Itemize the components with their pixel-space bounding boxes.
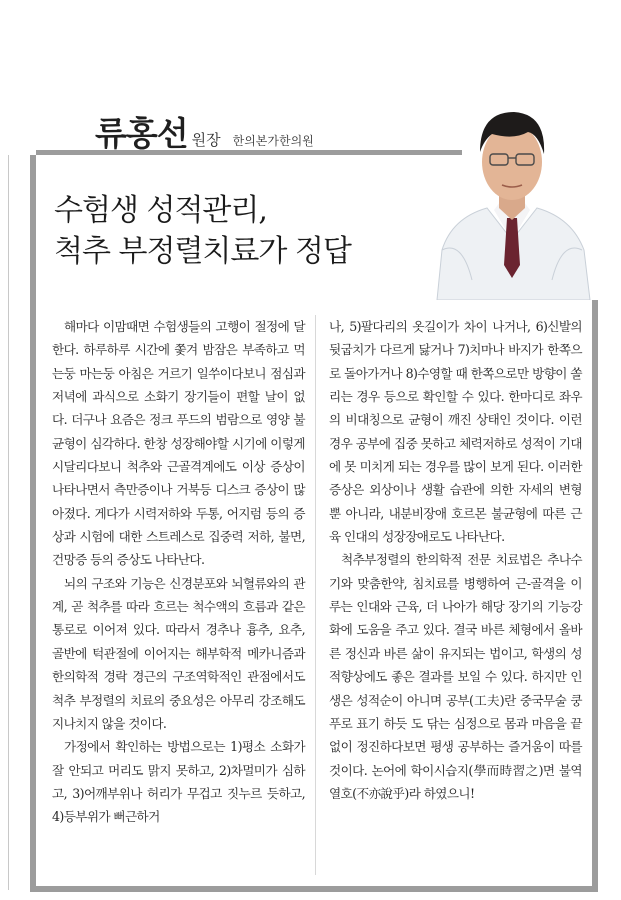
article-column-right [329, 315, 582, 805]
author-name: 류홍선 [95, 114, 188, 153]
author-role: 원장 [191, 131, 221, 149]
right-frame-bar [592, 300, 598, 892]
author-portrait [432, 90, 592, 300]
headline-line-2: 척추 부정렬치료가 정답 [54, 234, 351, 269]
headline-line-1: 수험생 성적관리, [54, 193, 267, 228]
paragraph: 가정에서 확인하는 방법으로는 1)평소 소화가 잘 안되고 머리도 맑지 못하고, 2)차멀미가 심하고, 3)어깨부위나 허리가 무겁고 짓누르 듯하고, 4)등부위가 뻐근하거 [52, 739, 305, 825]
left-frame-bar [30, 155, 36, 890]
paragraph: 해마다 이맘때면 수험생들의 고행이 절정에 달한다. 하루하루 시간에 쫓겨 밤잠은 부족하고 먹는둥 마는둥 아침은 거르기 일쑤이다보니 점심과 저녁에 과식으로 소화기 장기들이 편할 날이 없다. 더구나 요즘은 정크 푸드의 범람으로 영양 불균형이 심각하다. 한창 성장해야할 시기에 이렇게 시달리다보니 척추와 근골격계에도 이상 증상이 나타나면서 측만증이나 거북등 디스크 증상이 많아졌다. 게다가 시력저하와 두통, 어지럼 등의 증상과 시험에 대한 스트레스로 집중력 저하, 불면, 건망증 등의 증상도 나타난다. [52, 319, 305, 568]
author-byline [95, 108, 314, 153]
author-organization: 한의본가한의원 [232, 134, 314, 148]
left-edge-line [8, 155, 9, 890]
paragraph: 척추부정렬의 한의학적 전문 치료법은 추나수기와 맞춤한약, 침치료를 병행하여 근-골격을 이루는 인대와 근육, 더 나아가 해당 장기의 기능강화에 도움을 주고 있다. 결국 바른 체형에서 올바른 정신과 바른 삶이 유지되는 법이고, 학생의 성적향상에도 좋은 결과를 보일 수 있다. 하지만 인생은 성적순이 아니며 공부(工夫)란 중국무술 쿵푸로 표기 하듯 도 닦는 심정으로 몸과 마음을 끝없이 정진하다보면 평생 공부하는 즐거움이 따를 것이다. 논어에 학이시습지(學而時習之)면 불역열호(不亦說乎)라 하였으니! [329, 552, 582, 801]
column-divider [315, 315, 316, 875]
bottom-frame-bar [30, 886, 598, 892]
article-column-left [52, 315, 305, 829]
paragraph: 뇌의 구조와 기능은 신경분포와 뇌혈류와의 관계, 곧 척추를 따라 흐르는 척수액의 흐름과 같은 통로로 이어져 있다. 따라서 경추나 흉추, 요추, 골반에 턱관절에 이어지는 해부학적 메카니즘과 한의학적 경락 경근의 구조역학적인 관점에서도 척추 부정렬의 치료의 중요성은 아무리 강조해도 지나치지 않을 것이다. [52, 575, 305, 731]
article-headline [54, 190, 434, 272]
paragraph-continuation: 나, 5)팔다리의 옷길이가 차이 나거나, 6)신발의 뒷굽치가 다르게 닳거나 7)치마나 바지가 한쪽으로 돌아가거나 8)수영할 때 한쪽으로만 방향이 쏠리는 경우 등으로 확인할 수 있다. 한마디로 좌우의 비대칭으로 균형이 깨진 상태인 것이다. 이런 경우 공부에 집중 못하고 체력저하로 성적이 기대에 못 미치게 되는 경우를 많이 보게 된다. 이러한 증상은 외상이나 생활 습관에 의한 자세의 변형 뿐 아니라, 내분비장애 호르몬 불균형에 따른 근육 인대의 성장장애로도 나타난다. [329, 319, 582, 545]
